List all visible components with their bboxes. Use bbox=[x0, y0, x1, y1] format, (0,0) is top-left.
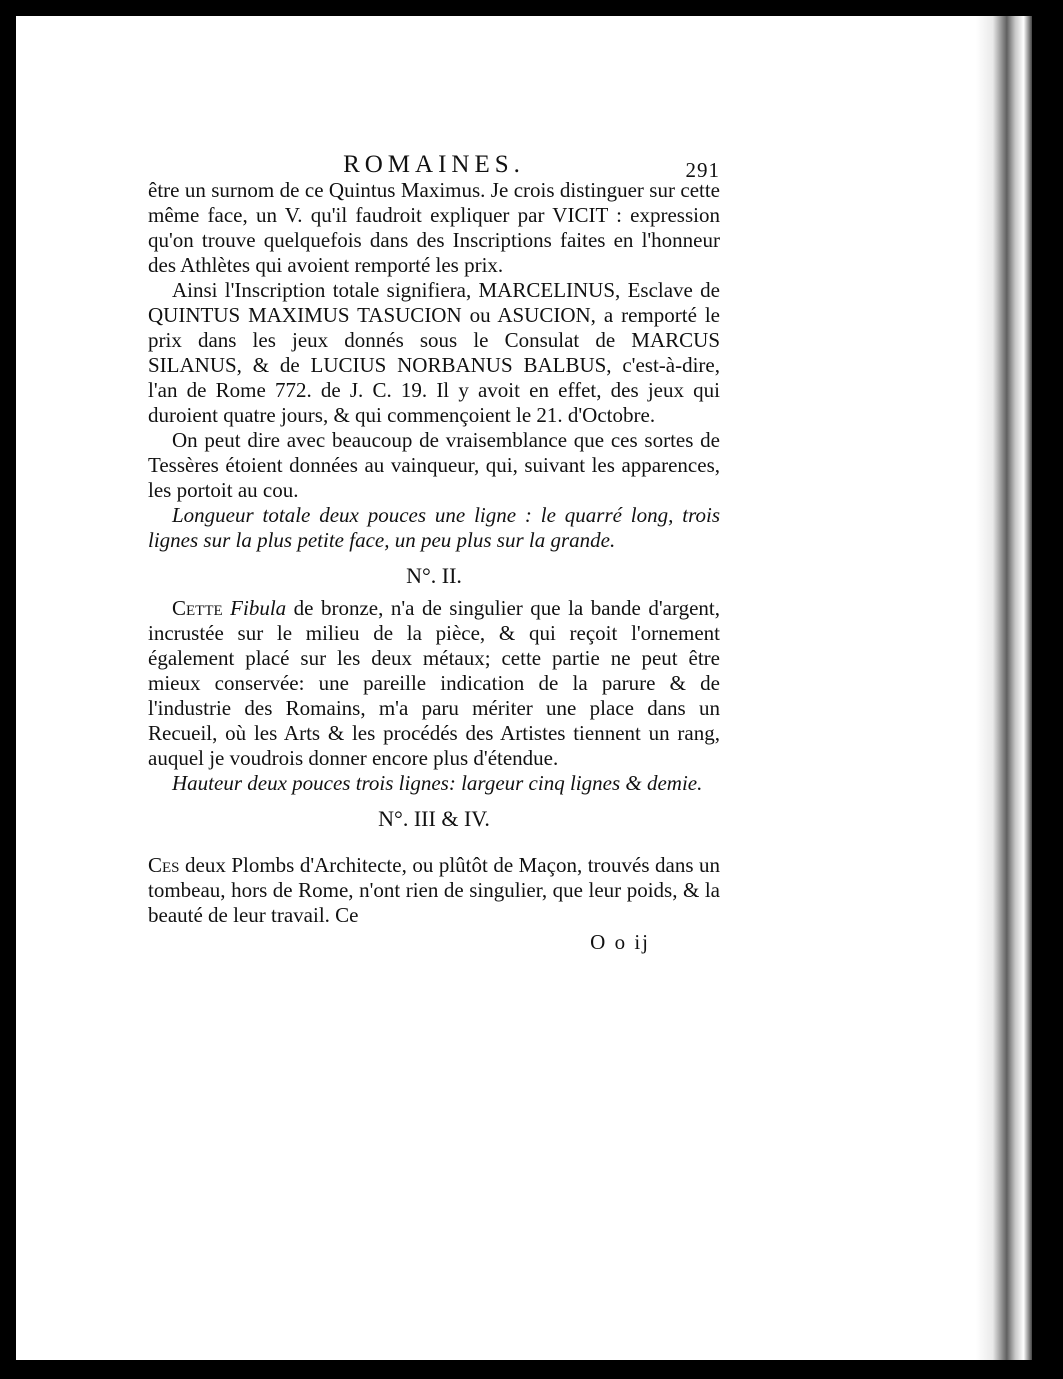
page-header bbox=[148, 142, 720, 182]
section-heading-2: N°. II. bbox=[406, 563, 462, 588]
section-2-lead: Cette bbox=[172, 596, 223, 620]
paragraph-1: être un surnom de ce Quintus Maximus. Je crois distinguer sur cette même face, un V. qu'il faudroit expliquer par VICIT : expression qu'on trouve quelquefois dans des Inscriptions faites en l'honneur des Athlètes qui avoient remporté les prix. bbox=[148, 178, 720, 277]
section-2-body: de bronze, n'a de singulier que la bande d'argent, incrustée sur le milieu de la pièce, & qui reçoit l'ornement également placé sur les deux métaux; cette partie ne peut être mieux conservée: une pareille indication de la parure & de l'industrie des Romains, m'a paru mériter une place dans un Recueil, où les Arts & les procédés des Artistes tiennent un rang, auquel je voudrois donner encore plus d'étendue. bbox=[148, 596, 720, 770]
dimensions-note-1: Longueur totale deux pouces une ligne : le quarré long, trois lignes sur la plus petite face, un peu plus sur la grande. bbox=[148, 503, 720, 552]
running-head: ROMAINES. bbox=[343, 151, 525, 178]
section-2-text bbox=[148, 596, 720, 771]
book-edge bbox=[976, 16, 1032, 1360]
dimensions-note-2: Hauteur deux pouces trois lignes: largeur cinq lignes & demie. bbox=[172, 771, 703, 795]
paragraph-2: Ainsi l'Inscription totale signifiera, MARCELINUS, Esclave de QUINTUS MAXIMUS TASUCION ou ASUCION, a remporté le prix dans les jeux donnés sous le Consulat de MARCUS SILANUS, & de LUCIUS NORBANUS BALBUS, c'est-à-dire, l'an de Rome 772. de J. C. 19. Il y avoit en effet, des jeux qui duroient quatre jours, & qui commençoient le 21. d'Octobre. bbox=[148, 278, 720, 427]
paragraph-3: On peut dire avec beaucoup de vraisemblance que ces sortes de Tessères étoient données au vainqueur, qui, suivant les apparences, les portoit au cou. bbox=[148, 428, 720, 502]
section-heading-3: N°. III & IV. bbox=[378, 806, 490, 831]
section-2-term: Fibula bbox=[230, 596, 287, 620]
section-3-lead: Ces bbox=[148, 853, 180, 877]
page-body bbox=[148, 142, 720, 955]
section-3-text bbox=[148, 853, 720, 928]
spacer bbox=[148, 839, 720, 853]
page-number: 291 bbox=[685, 158, 720, 182]
signature-mark: O o ij bbox=[590, 930, 650, 954]
section-3-body: deux Plombs d'Architecte, ou plûtôt de Maçon, trouvés dans un tombeau, hors de Rome, n'ont rien de singulier, que leur poids, & la beauté de leur travail. Ce bbox=[148, 853, 720, 927]
page-sheet bbox=[16, 16, 1032, 1360]
